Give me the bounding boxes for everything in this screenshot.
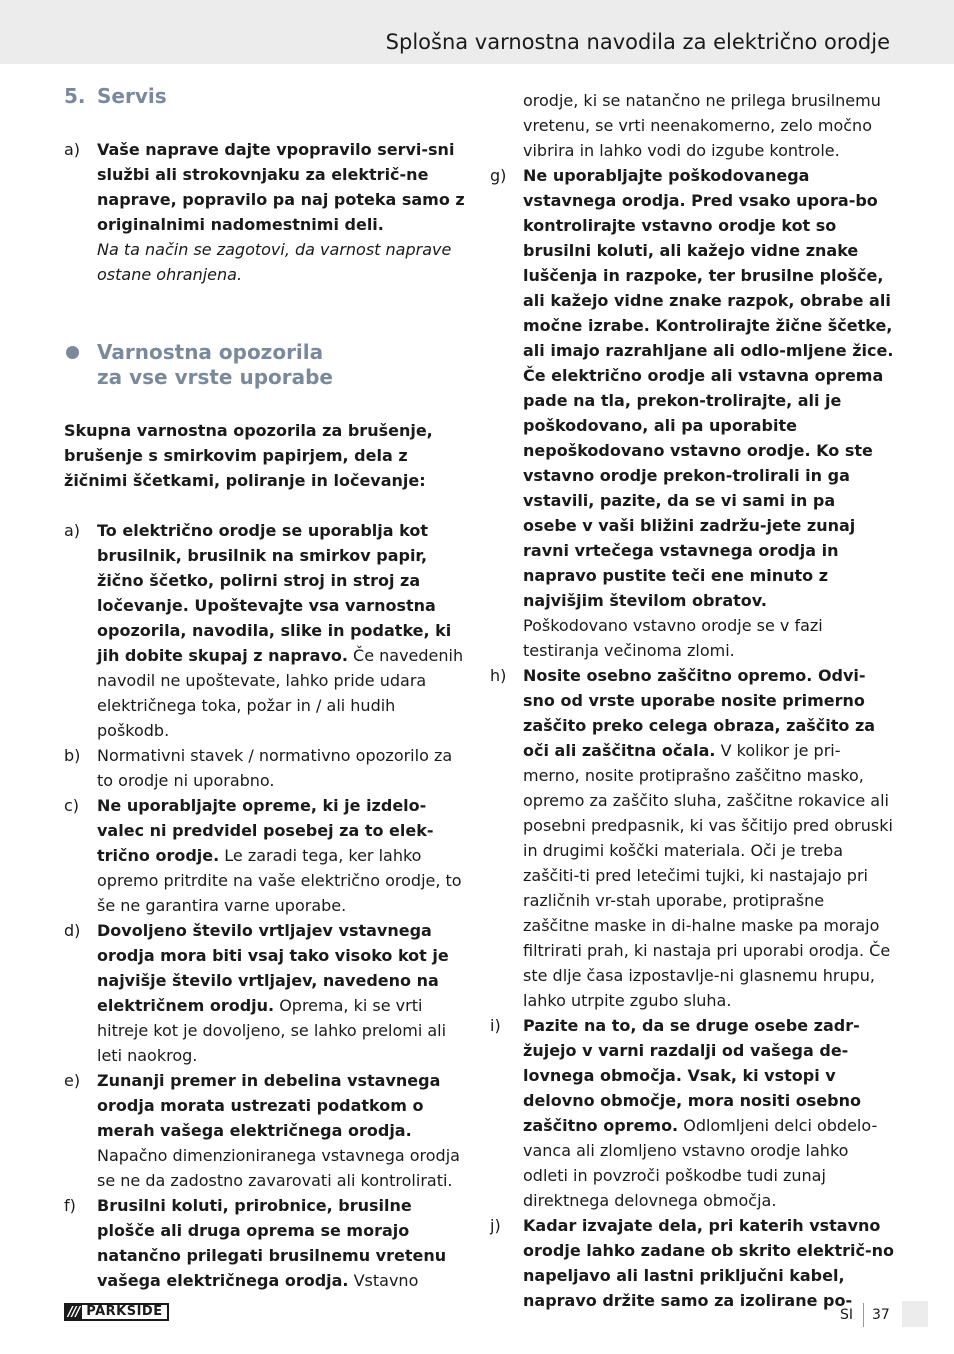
item-bold-text: Vaše naprave dajte vpopravilo servi-sni službi ali strokovnjaku za električ-ne naprave, popravilo pa naj poteka samo z originalnimi nadomestnimi deli. xyxy=(97,140,465,234)
section-number: 5. xyxy=(64,84,86,108)
list-item: i) Pazite na to, da se druge osebe zadr-žujejo v varni razdalji od vašega de-lovnega območja. Vsak, ki vstopi v delovno območje, mora nositi osebno zaščitno opremo. Odlomljeni delci obdelo-vanca ali zlomljeno vstavno orodje lahko odleti in povzroči poškodbe tudi zunaj direktnega delovnega območja. xyxy=(490,1016,878,1210)
list-item: e) Zunanji premer in debelina vstavnega orodja morata ustrezati podatkom o merah vašega električnega orodja. Napačno dimenzioniranega vstavnega orodja se ne da zadostno zavarovati ali kontrolirati. xyxy=(64,1071,460,1190)
item-continuation: orodje, ki se natančno ne prilega brusilnemu vretenu, se vrti neenakomerno, zelo močno vibrira in lahko vodi do izgube kontrole. xyxy=(523,91,881,160)
left-column xyxy=(64,84,468,1293)
page-number: 37 xyxy=(872,1307,890,1323)
list-item: h) Nosite osebno zaščitno opremo. Odvi-sno od vrste uporabe nosite primerno zaščito preko celega obraza, zaščito za oči ali zaščitna očala. V kolikor je pri-merno, nosite protiprašno zaščitno masko, opremo za zaščito sluha, zaščitne rokavice ali posebni predpasnik, ki vas ščitijo pred obruski in drugimi koščki materiala. Oči je treba zaščiti-ti pred letečimi tujki, ki nastajajo pri različnih vr-stah uporabe, protiprašne zaščitne maske in di-halne maske pa morajo filtrirati prah, ki nastaja pri uporabi orodja. Če ste dlje časa izpostavlje-ni glasnemu hrupu, lahko utrpite zgubo sluha. xyxy=(490,666,893,1010)
section-title-line2: za vse vrste uporabe xyxy=(97,365,333,389)
list-item: c) Ne uporabljajte opreme, ki je izdelo-valec ni predvidel posebej za to elek-trično orodje. Le zaradi tega, ker lahko opremo pritrdite na vaše električno orodje, to še ne garantira varne uporabe. xyxy=(64,796,462,915)
right-column xyxy=(490,88,894,1313)
section-title: Servis xyxy=(97,84,167,108)
section-heading-servis xyxy=(64,84,468,109)
section-heading-warnings xyxy=(64,340,468,390)
section-title-line1: Varnostna opozorila xyxy=(97,340,324,364)
language-code: SI xyxy=(840,1303,864,1327)
list-item: j) Kadar izvajate dela, pri katerih vstavno orodje lahko zadane ob skrito električ-no napeljavo ali lastni priključni kabel, napravo držite samo za izolirane po- xyxy=(490,1216,894,1310)
item-italic-text: Na ta način se zagotovi, da varnost naprave ostane ohranjena. xyxy=(97,240,452,284)
intro-paragraph: Skupna varnostna opozorila za brušenje, brušenje s smirkovim papirjem, dela z žičnimi ščetkami, poliranje in ločevanje: xyxy=(64,421,433,490)
logo-word: PARKSIDE xyxy=(82,1305,166,1319)
bullet-icon xyxy=(64,340,97,390)
page-header-title: Splošna varnostna navodila za električno orodje xyxy=(385,30,890,54)
list-item: a) To električno orodje se uporablja kot brusilnik, brusilnik na smirkov papir, žično ščetko, polirni stroj in stroj za ločevanje. Upoštevajte vsa varnostna opozorila, navodila, slike in podatke, ki jih dobite skupaj z napravo. Če navedenih navodil ne upoštevate, lahko pride udara električnega toka, požar in / ali hudih poškodb. xyxy=(64,521,464,740)
list-item: b) Normativni stavek / normativno opozorilo za to orodje ni uporabno. xyxy=(64,746,453,790)
list-item: f) Brusilni koluti, prirobnice, brusilne plošče ali druga oprema se morajo natančno prilegati brusilnemu vretenu vašega električnega orodja. Vstavno xyxy=(64,1196,447,1290)
page-footer xyxy=(840,1303,890,1327)
list-item: a) Vaše naprave dajte vpopravilo servi-sni službi ali strokovnjaku za električ-ne naprave, popravilo pa naj poteka samo z originalnimi nadomestnimi deli. Na ta način se zagotovi, da varnost naprave ostane ohranjena. xyxy=(64,140,465,284)
page-corner-box xyxy=(902,1301,928,1327)
logo-slashes: /// xyxy=(68,1304,80,1320)
list-item: g) Ne uporabljajte poškodovanega vstavnega orodja. Pred vsako upora-bo kontrolirajte vstavno orodje kot so brusilni koluti, ali kažejo vidne znake luščenja in razpoke, ter brusilne plošče, ali kažejo vidne znake razpok, obrabe ali močne izrabe. Kontrolirajte žične ščetke, ali imajo razrahljane ali odlo-mljene žice. Če električno orodje ali vstavna oprema pade na tla, prekon-trolirajte, ali je poškodovano, ali pa uporabite nepoškodovano vstavno orodje. Ko ste vstavno orodje prekon-trolirali in ga vstavili, pazite, da se vi sami in pa osebe v vaši bližini zadržu-jete zunaj ravni vrtečega vstavnega orodja in napravo pustite teči ene minuto z najvišjim številom obratov. Poškodovano vstavno orodje se v fazi testiranja večinoma zlomi. xyxy=(490,166,894,660)
parkside-logo xyxy=(64,1303,169,1321)
list-item: d) Dovoljeno število vrtljajev vstavnega orodja mora biti vsaj tako visoko kot je najvišje število vrtljajev, navedeno na električnem orodju. Oprema, ki se vrti hitreje kot je dovoljeno, se lahko prelomi ali leti naokrog. xyxy=(64,921,449,1065)
